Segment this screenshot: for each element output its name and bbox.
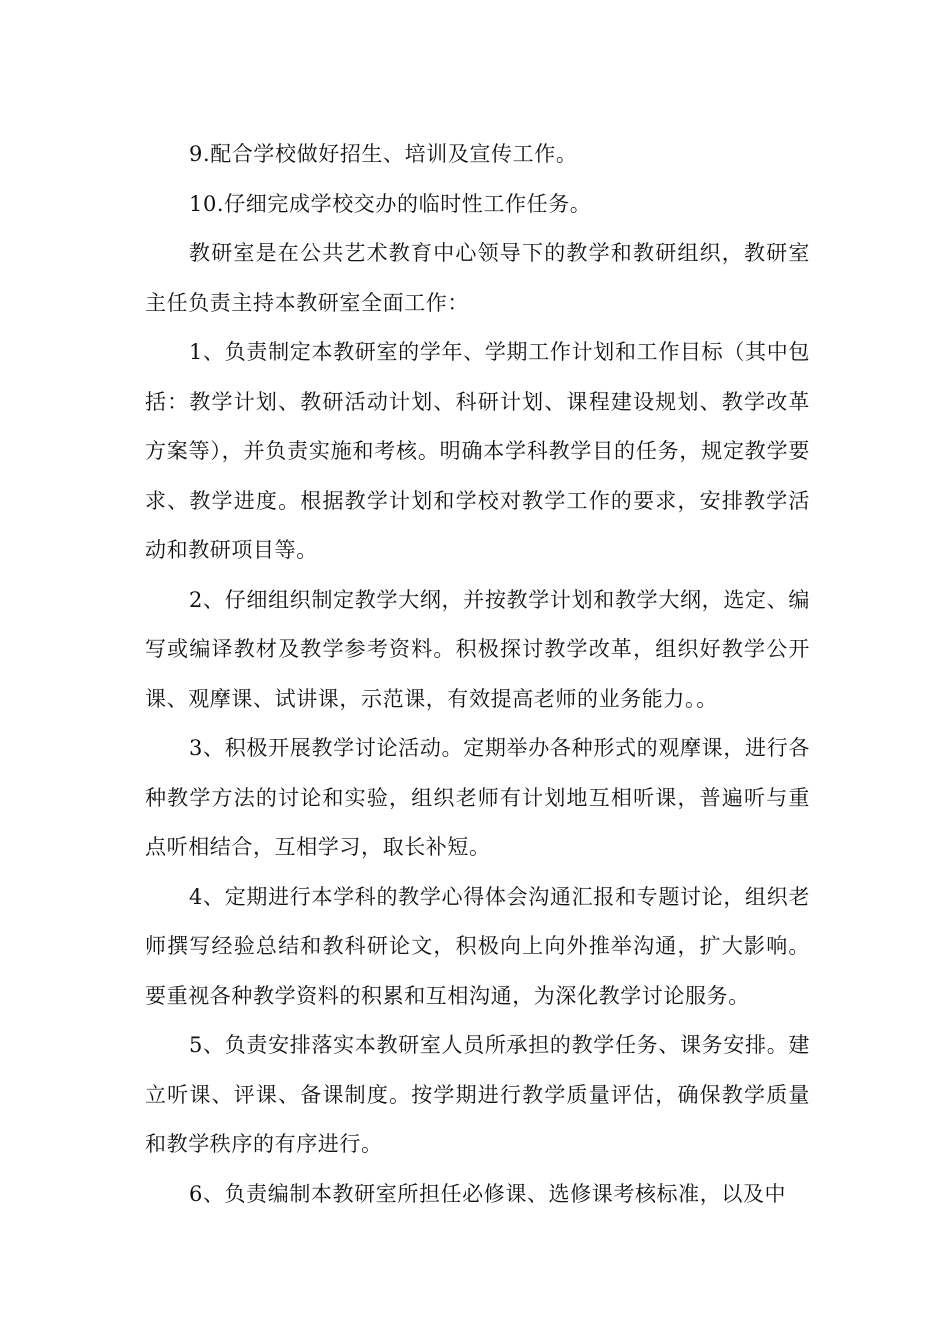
paragraph-duty-5: 5、负责安排落实本教研室人员所承担的教学任务、课务安排。建立听课、评课、备课制度。按学期进行教学质量评估，确保教学质量和教学秩序的有序进行。 [145, 1033, 810, 1156]
paragraph-duty-2: 2、仔细组织制定教学大纲，并按教学计划和教学大纲，选定、编写或编译教材及教学参考资料。积极探讨教学改革，组织好教学公开课、观摩课、试讲课，示范课，有效提高老师的业务能力。。 [145, 587, 810, 711]
paragraph-item-10: 10.仔细完成学校交办的临时性工作任务。 [189, 191, 592, 216]
paragraph-duty-6: 6、负责编制本教研室所担任必修课、选修课考核标准，以及中 [189, 1181, 787, 1206]
paragraph-intro: 教研室是在公共艺术教育中心领导下的教学和教研组织，教研室主任负责主持本教研室全面工作： [145, 241, 810, 315]
paragraph-item-9: 9.配合学校做好招生、培训及宣传工作。 [189, 142, 578, 166]
document-body [145, 130, 810, 1219]
paragraph-duty-3: 3、积极开展教学讨论活动。定期举办各种形式的观摩课，进行各种教学方法的讨论和实验，组织老师有计划地互相听课，普遍听与重点听相结合，互相学习，取长补短。 [145, 736, 810, 859]
paragraph-duty-1: 1、负责制定本教研室的学年、学期工作计划和工作目标（其中包括：教学计划、教研活动计划、科研计划、课程建设规划、教学改革方案等），并负责实施和考核。明确本学科教学目的任务，规定教学要求、教学进度。根据教学计划和学校对教学工作的要求，安排教学活动和教研项目等。 [145, 340, 810, 562]
paragraph-duty-4: 4、定期进行本学科的教学心得体会沟通汇报和专题讨论，组织老师撰写经验总结和教科研论文，积极向上向外推举沟通，扩大影响。要重视各种教学资料的积累和互相沟通，为深化教学讨论服务。 [145, 884, 810, 1008]
